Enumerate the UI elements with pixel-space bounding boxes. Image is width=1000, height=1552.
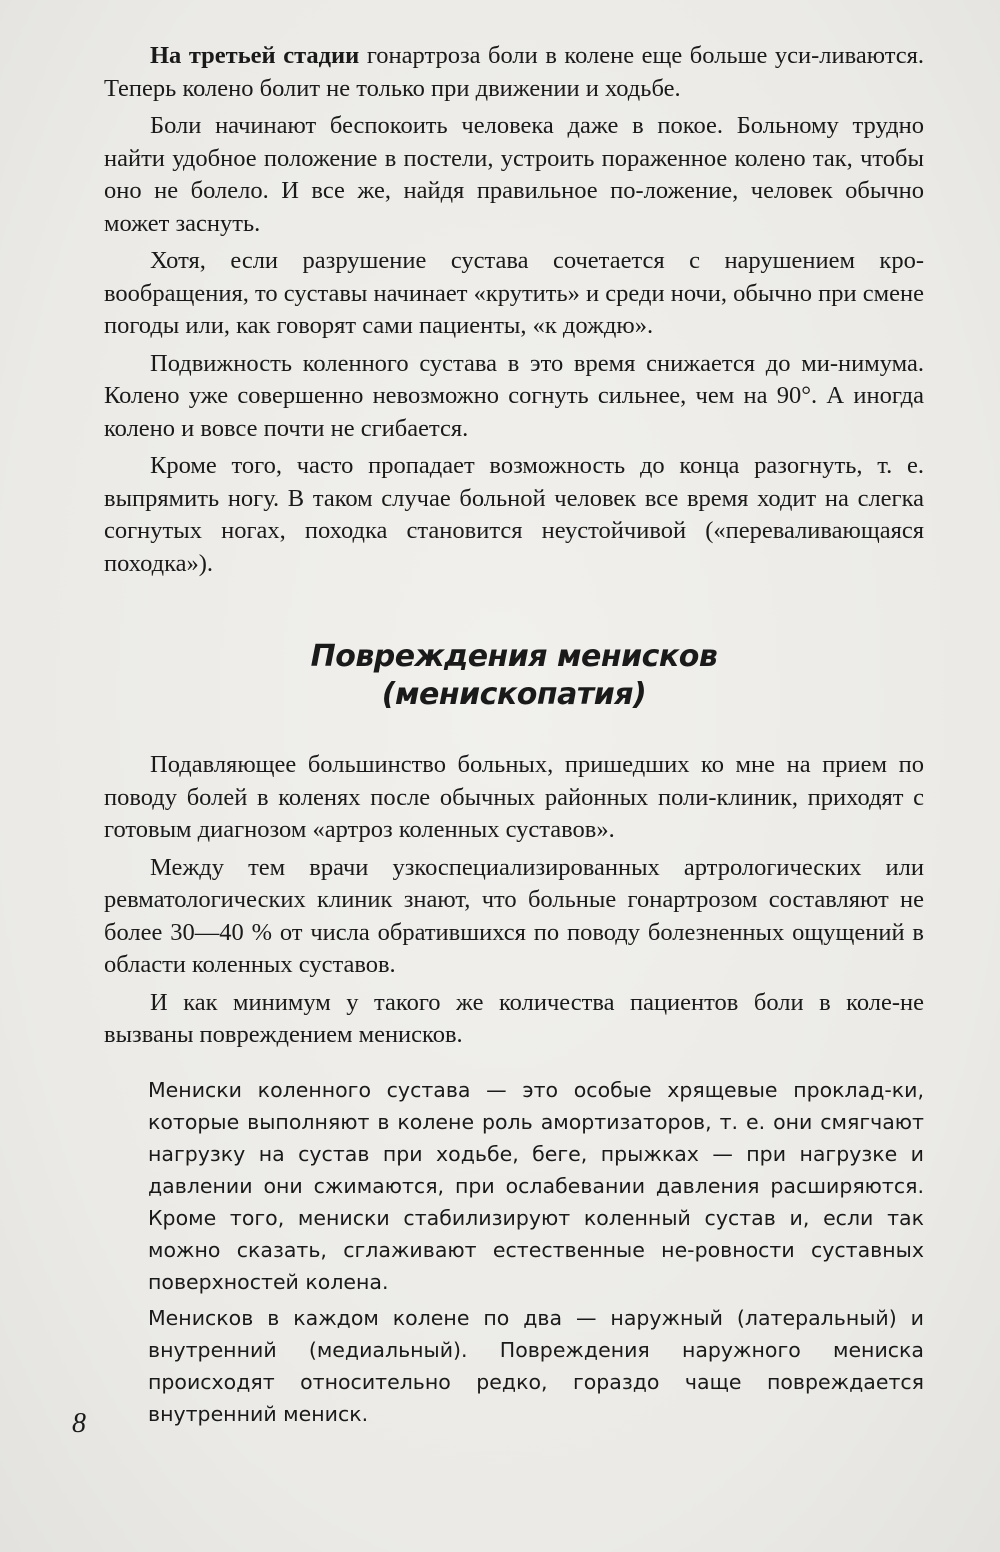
note-paragraph: Менисков в каждом колене по два — наружный (латеральный) и внутренний (медиальный). Повреждения наружного мениска происходят относительно редко, гораздо чаще повреждается внутренний мениск. — [148, 1306, 924, 1426]
page-number: 8 — [72, 1408, 86, 1439]
paragraph: Подвижность коленного сустава в это время снижается до ми-нимума. Колено уже совершенно невозможно согнуть сильнее, чем на 90°. А иногда колено и вовсе почти не сгибается. — [104, 349, 924, 442]
section-gonarthrosis-stage3 — [104, 40, 924, 580]
note-block — [148, 1070, 924, 1430]
paragraph: Боли начинают беспокоить человека даже в покое. Больному трудно найти удобное положение в постели, устроить пораженное колено так, чтобы оно не болело. И все же, найдя правильное по-ложение, человек обычно может заснуть. — [104, 112, 924, 237]
section-heading — [104, 638, 924, 714]
section-meniscus-intro — [104, 749, 924, 1052]
note-paragraph: Мениски коленного сустава — это особые хрящевые проклад-ки, которые выполняют в колене роль амортизаторов, т. е. они смягчают нагрузку на сустав при ходьбе, беге, прыжках — при нагрузке и давлении они сжимаются, при ослабевании давления расширяются. Кроме того, мениски стабилизируют коленный сустав и, если так можно сказать, сглаживают естественные не-ровности суставных поверхностей колена. — [148, 1078, 924, 1294]
heading-line-2: (менископатия) — [381, 677, 647, 712]
paragraph — [104, 40, 924, 105]
paragraph: Хотя, если разрушение сустава сочетается с нарушением кро-вообращения, то суставы начинает «крутить» и среди ночи, обычно при смене погоды или, как говорят сами пациенты, «к дождю». — [104, 247, 924, 339]
bold-lead: На третьей стадии — [150, 42, 360, 69]
paragraph: Подавляющее большинство больных, пришедших ко мне на прием по поводу болей в коленях после обычных районных поли-клиник, приходят с готовым диагнозом «артроз коленных суставов». — [104, 751, 924, 843]
paragraph: Между тем врачи узкоспециализированных артрологических или ревматологических клиник знают, что больные гонартрозом составляют не более 30—40 % от числа обратившихся по поводу болезненных ощущений в области коленных суставов. — [104, 853, 924, 978]
paragraph-text: гонартроза боли в колене еще больше уси-ливаются. Теперь колено болит не только при движении и ходьбе. — [104, 42, 924, 102]
paragraph: И как минимум у такого же количества пациентов боли в коле-не вызваны повреждением менисков. — [104, 988, 924, 1048]
heading-line-1: Повреждения менисков — [310, 639, 718, 674]
paragraph: Кроме того, часто пропадает возможность до конца разогнуть, т. е. выпрямить ногу. В таком случае больной человек все время ходит на слегка согнутых ногах, походка становится неустойчивой («переваливающаяся походка»). — [104, 452, 924, 577]
